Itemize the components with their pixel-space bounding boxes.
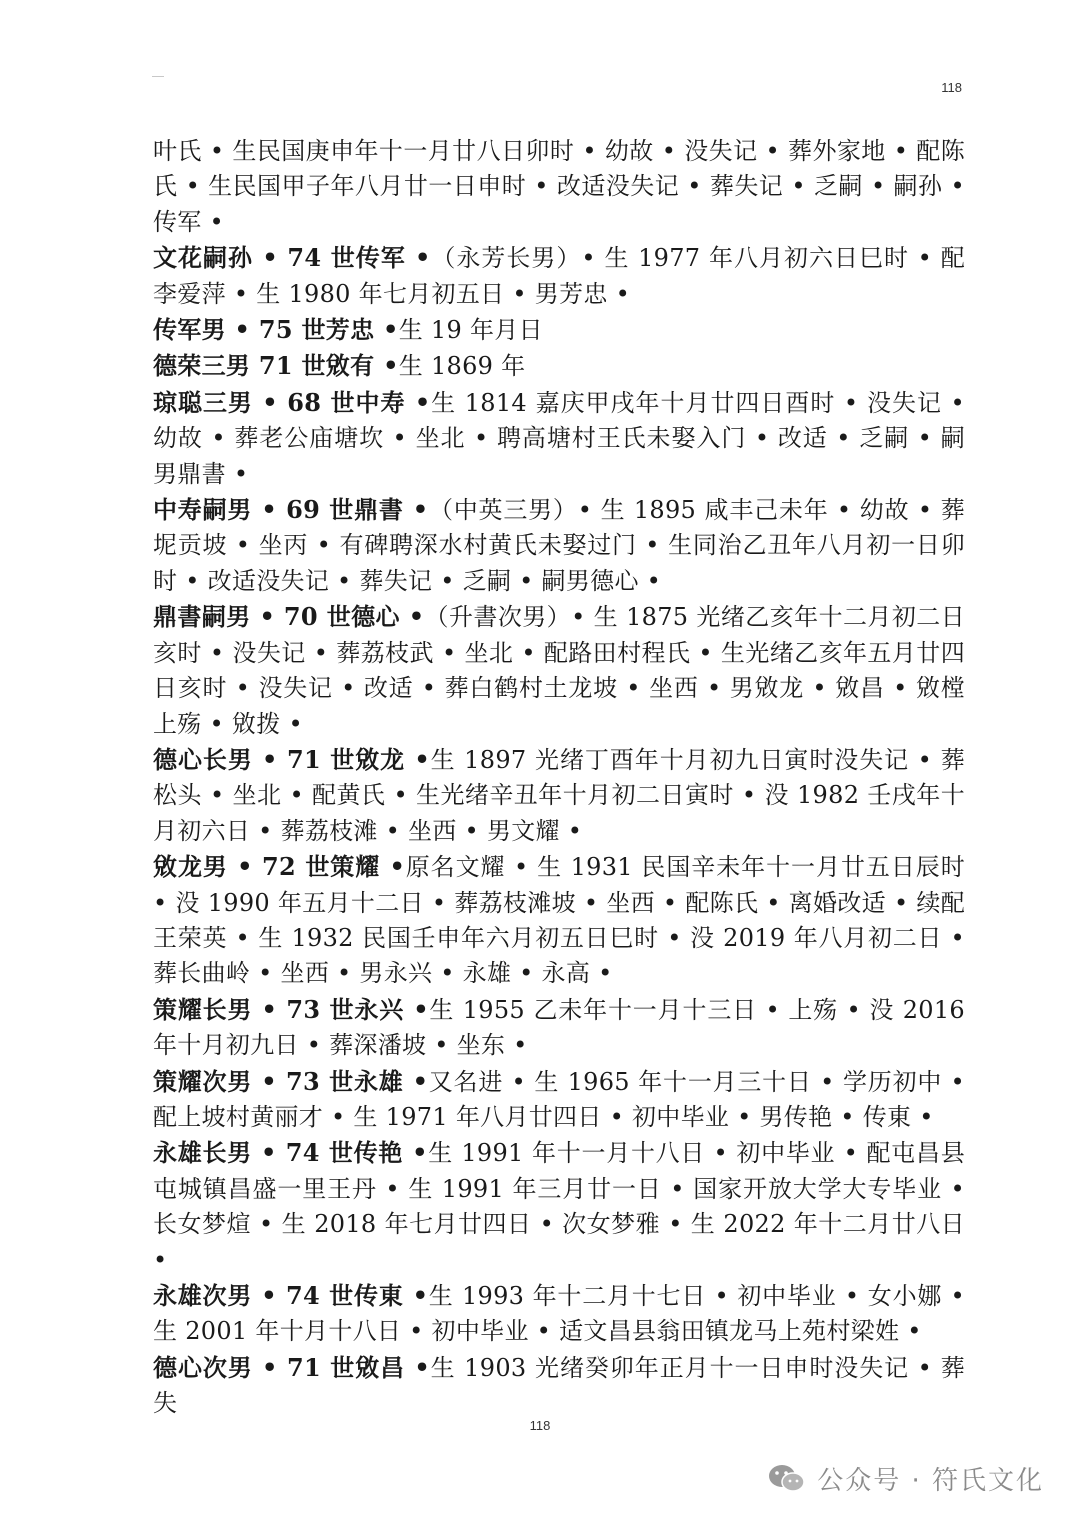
genealogy-entry	[153, 742, 965, 849]
entry-body: （中英三男）• 生 1895 咸丰己未年 • 幼故 • 葬坭贡坡 • 坐丙 • 有碑聘深水村黄氏未娶过门 • 生同治乙丑年八月初一日卯时 • 改适没失记 • 葬失记 • 乏嗣 • 嗣男德心 •	[153, 496, 965, 595]
entry-body: 生 19 年月日	[398, 316, 543, 345]
entry-heading: 敓龙男 • 72 世策耀 •	[153, 852, 406, 882]
genealogy-entry	[153, 1350, 965, 1422]
genealogy-text	[153, 134, 965, 1422]
entry-body: 生 1897 光绪丁酉年十月初九日寅时没失记 • 葬松头 • 坐北 • 配黄氏 • 生光绪辛丑年十月初二日寅时 • 没 1982 壬戌年十月初六日 • 葬荔枝滩 • 坐西 • 男文耀 •	[153, 745, 965, 845]
entry-body: 生 1993 年十二月十七日 • 初中毕业 • 女小娜 • 生 2001 年十月十八日 • 初中毕业 • 适文昌县翁田镇龙马上苑村梁姓 •	[153, 1282, 966, 1346]
entry-heading: 策耀次男 • 73 世永雄 •	[153, 1066, 429, 1096]
entry-body: 又名进 • 生 1965 年十一月三十日 • 学历初中 • 配上坡村黄丽才 • 生 1971 年八月廿四日 • 初中毕业 • 男传艳 • 传東 •	[153, 1067, 966, 1131]
entry-heading: 琼聪三男 • 68 世中寿 •	[153, 387, 431, 417]
genealogy-entry	[153, 348, 965, 384]
entry-body: （升書次男）• 生 1875 光绪乙亥年十二月初二日亥时 • 没失记 • 葬荔枝武 • 坐北 • 配路田村程氏 • 生光绪乙亥年五月廿四日亥时 • 没失记 • 改适 • 葬白鹤村土龙坡 • 坐西 • 男敓龙 • 敓昌 • 敓樘上殇 • 敓拨 •	[153, 603, 966, 738]
entry-body: 原名文耀 • 生 1931 民国辛未年十一月廿五日辰时 • 没 1990 年五月十二日 • 葬荔枝滩坡 • 坐西 • 配陈氏 • 离婚改适 • 续配王荣英 • 生 1932 民国壬申年六月初五日巳时 • 没 2019 年八月初二日 • 葬长曲岭 • 坐西 • 男永兴 • 永雄 • 永高 •	[153, 853, 965, 988]
genealogy-entry	[153, 1278, 965, 1350]
entry-heading: 永雄长男 • 74 世传艳 •	[153, 1138, 428, 1168]
entry-heading: 永雄次男 • 74 世传東 •	[153, 1281, 429, 1310]
genealogy-entry	[153, 1064, 965, 1136]
genealogy-entry	[153, 599, 965, 742]
genealogy-entry	[153, 385, 965, 492]
entry-heading: 德心长男 • 71 世敓龙 •	[153, 744, 431, 774]
genealogy-entry	[153, 992, 965, 1064]
watermark	[767, 1460, 1044, 1497]
entry-heading: 德心次男 • 71 世敓昌 •	[153, 1352, 431, 1382]
entry-heading: 德荣三男 71 世敓有 •	[153, 351, 399, 381]
entry-body: 生 1869 年	[398, 352, 526, 381]
entry-heading: 文花嗣孙 • 74 世传军 •	[153, 243, 431, 273]
genealogy-entry	[153, 240, 965, 312]
page-number-top: 118	[941, 80, 962, 95]
entry-body: 生 1903 光绪癸卯年正月十一日申时没失记 • 葬失	[153, 1353, 965, 1418]
genealogy-entry	[153, 849, 965, 992]
entry-heading: 传军男 • 75 世芳忠 •	[153, 315, 399, 345]
entry-body: 生 1991 年十一月十八日 • 初中毕业 • 配屯昌县屯城镇昌盛一里王丹 • 生 1991 年三月廿一日 • 国家开放大学大专毕业 • 长女梦煊 • 生 2018 年七月廿四日 • 次女梦雅 • 生 2022 年十二月廿八日 •	[153, 1139, 965, 1274]
wechat-icon	[767, 1462, 807, 1496]
entry-heading: 中寿嗣男 • 69 世鼎書 •	[153, 495, 429, 525]
header-rule	[152, 76, 164, 77]
entry-body: 生 1955 乙未年十一月十三日 • 上殇 • 没 2016 年十月初九日 • 葬深潘坡 • 坐东 •	[153, 995, 965, 1060]
entry-body: （永芳长男）• 生 1977 年八月初六日巳时 • 配李爱萍 • 生 1980 年七月初五日 • 男芳忠 •	[153, 244, 965, 308]
entry-heading: 策耀长男 • 73 世永兴 •	[153, 994, 429, 1024]
page-number-bottom: 118	[529, 1418, 551, 1433]
genealogy-entry	[153, 134, 965, 240]
watermark-text: 公众号 · 符氏文化	[817, 1466, 1044, 1496]
entry-body: 生 1814 嘉庆甲戌年十月廿四日酉时 • 没失记 • 幼故 • 葬老公庙塘坎 • 坐北 • 聘高塘村王氏未娶入门 • 改适 • 乏嗣 • 嗣男鼎書 •	[153, 388, 965, 488]
genealogy-entry	[153, 492, 965, 599]
entry-body: 叶氏 • 生民国庚申年十一月廿八日卯时 • 幼故 • 没失记 • 葬外家地 • 配陈氏 • 生民国甲子年八月廿一日申时 • 改适没失记 • 葬失记 • 乏嗣 • 嗣孙 • 传军 •	[153, 137, 965, 236]
genealogy-entry	[153, 1135, 965, 1278]
genealogy-entry	[153, 312, 965, 348]
entry-heading: 鼎書嗣男 • 70 世德心 •	[153, 602, 425, 632]
